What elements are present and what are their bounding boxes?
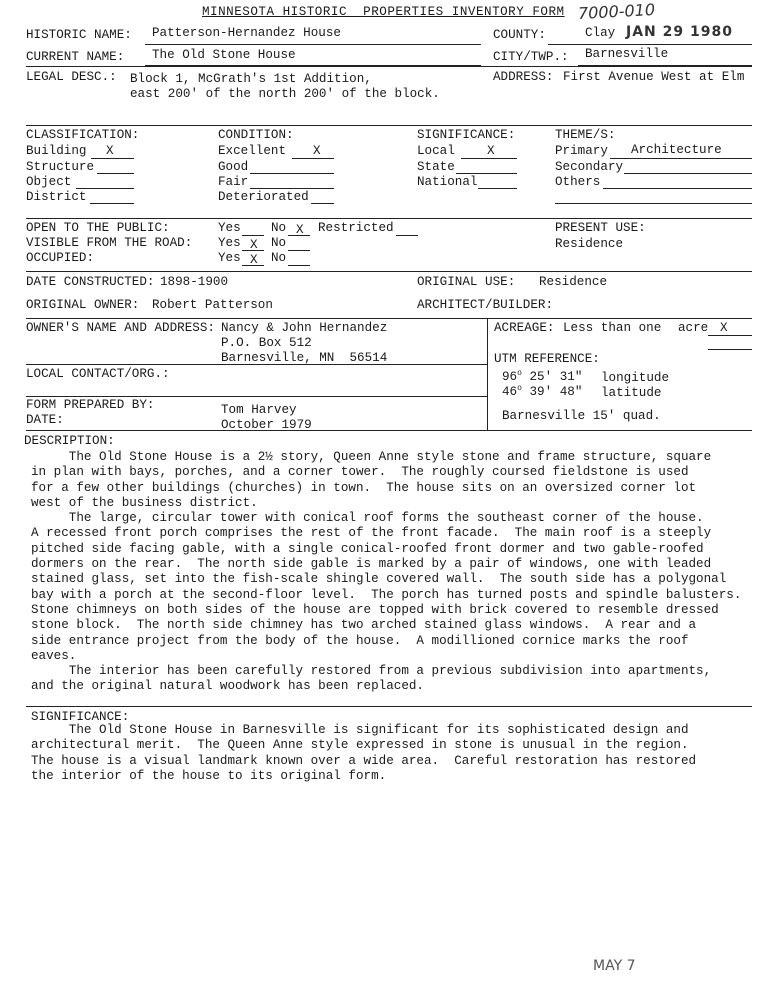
significance-level-label: SIGNIFICANCE:: [417, 128, 516, 142]
county-value: Clay: [585, 26, 616, 40]
class-building-mark: X: [106, 144, 114, 158]
open-yes-label: Yes: [218, 221, 241, 235]
date-constructed-value: 1898-1900: [160, 275, 229, 289]
visible-yes-label: Yes: [218, 236, 241, 250]
visible-yes-line: [242, 250, 264, 251]
original-owner-label: ORIGINAL OWNER:: [26, 298, 140, 312]
description-line: west of the business district.: [31, 495, 258, 510]
rule-access: [26, 218, 752, 219]
owner-box-divider: [487, 318, 488, 430]
occupied-yes-mark: X: [250, 253, 258, 267]
cond-good-line: [250, 173, 334, 174]
rule-construction: [26, 271, 752, 272]
rule-significance: [26, 706, 752, 707]
open-restricted-line: [396, 235, 418, 236]
class-object-label: Object: [26, 175, 72, 189]
class-structure-label: Structure: [26, 160, 95, 174]
theme-primary-line: [610, 158, 752, 159]
description-line: bay with a porch at the second-floor level. The porch has turned posts and spindle balusters.: [31, 587, 742, 602]
occupied-yes-label: Yes: [218, 251, 241, 265]
sig-national-line: [478, 188, 517, 189]
class-district-line: [90, 203, 134, 204]
description-line: pitched side facing gable, with a single conical-roofed front dormer and two gable-roofed: [31, 541, 704, 556]
utm-lat-deg: 46: [502, 385, 518, 399]
prepared-date-value: October 1979: [221, 418, 312, 432]
legal-desc-line-1: Block 1, McGrath's 1st Addition,: [130, 72, 372, 86]
owner-line-3: Barnesville, MN 56514: [221, 351, 388, 365]
theme-extra-line: [555, 203, 752, 204]
utm-lat-rest: 39' 48": [521, 385, 583, 399]
sig-local-mark: X: [487, 144, 495, 158]
condition-label: CONDITION:: [218, 128, 294, 142]
footer-date-stamp: MAY 7: [593, 958, 636, 974]
open-no-mark: X: [296, 223, 304, 237]
description-line: dormers on the rear. The north side gable is marked by a pair of windows, one with leaded: [31, 557, 712, 572]
county-line: [548, 44, 752, 45]
cond-fair-line: [250, 188, 334, 189]
occupied-label: OCCUPIED:: [26, 251, 95, 265]
handwritten-stamp-number: 7000-010: [577, 0, 656, 24]
visible-road-label: VISIBLE FROM THE ROAD:: [26, 236, 193, 250]
present-use-label: PRESENT USE:: [555, 221, 646, 235]
sig-local-line: [461, 158, 517, 159]
acreage-label: ACREAGE:: [494, 321, 555, 335]
description-line: stained glass, set into the fish-scale shingle covered wall. The south side has a polygonal: [31, 572, 727, 587]
utm-label: UTM REFERENCE:: [494, 352, 600, 366]
rule-description: [26, 430, 752, 431]
cond-good-label: Good: [218, 160, 249, 174]
address-label: ADDRESS:: [493, 70, 554, 84]
rule-classification: [26, 125, 752, 126]
description-label: DESCRIPTION:: [24, 434, 115, 448]
cond-excellent-mark: X: [313, 144, 321, 158]
theme-secondary-label: Secondary: [555, 160, 624, 174]
acreage-line: [708, 335, 752, 336]
class-district-label: District: [26, 190, 87, 204]
acreage-unit: acre: [678, 321, 709, 335]
original-owner-value: Robert Patterson: [152, 298, 273, 312]
significance-line: architectural merit. The Queen Anne style expressed in stone is unusual in the region.: [31, 738, 689, 753]
open-no-line: [288, 235, 310, 236]
theme-others-label: Others: [555, 175, 601, 189]
rule-owner: [26, 318, 752, 319]
historic-name-label: HISTORIC NAME:: [26, 28, 132, 42]
utm-latitude: 46$^o$ 39' 48": [502, 384, 583, 399]
city-label: CITY/TWP.:: [493, 50, 569, 64]
class-object-line: [76, 188, 134, 189]
utm-long-deg: 96: [502, 370, 518, 384]
cond-excellent-line: [292, 158, 334, 159]
present-use-value: Residence: [555, 237, 624, 251]
description-line: for a few other buildings (churches) in town. The house sits on an oversized corner lot: [31, 480, 697, 495]
original-use-value: Residence: [539, 275, 608, 289]
sig-national-label: National: [417, 175, 478, 189]
cond-deteriorated-label: Deteriorated: [218, 190, 309, 204]
description-line: stone block. The north side chimney has two arched stained glass windows. A rear and a: [31, 618, 697, 633]
prepared-date-label: DATE:: [26, 413, 64, 427]
legal-desc-line-2: east 200' of the north 200' of the block.: [130, 87, 440, 101]
significance-line: The house is a visual landmark known over a wide area. Careful restoration has restored: [31, 753, 697, 768]
owner-line-2: P.O. Box 512: [221, 336, 312, 350]
county-label: COUNTY:: [493, 28, 546, 42]
current-name-value: The Old Stone House: [152, 48, 296, 62]
city-value: Barnesville: [585, 47, 669, 61]
rule-prepared: [26, 396, 487, 397]
architect-label: ARCHITECT/BUILDER:: [417, 298, 554, 312]
acreage-value: Less than one: [563, 321, 662, 335]
significance-line: The Old Stone House in Barnesville is significant for its sophisticated design and: [31, 723, 689, 737]
description-line: eaves.: [31, 648, 77, 663]
class-building-line: [91, 158, 134, 159]
owner-line-1: Nancy & John Hernandez: [221, 321, 388, 335]
original-use-label: ORIGINAL USE:: [417, 275, 516, 289]
description-line: The large, circular tower with conical roof forms the southeast corner of the house.: [31, 511, 704, 526]
occupied-no-line: [288, 265, 310, 266]
description-line: side entrance project from the body of the house. A modillioned cornice marks the roof: [31, 633, 689, 648]
occupied-no-label: No: [271, 251, 287, 265]
theme-primary-value: Architecture: [631, 143, 722, 157]
description-line: The Old Stone House is a 2½ story, Queen Anne style stone and frame structure, square: [31, 450, 712, 464]
visible-no-label: No: [271, 236, 287, 250]
address-value: First Avenue West at Elm: [563, 70, 745, 84]
open-public-label: OPEN TO THE PUBLIC:: [26, 221, 170, 235]
open-yes-line: [242, 235, 264, 236]
cond-deteriorated-line: [311, 203, 334, 204]
description-line: and the original natural woodwork has been replaced.: [31, 679, 424, 694]
rule-header: [26, 66, 752, 67]
description-text: [31, 450, 741, 695]
sig-local-label: Local: [417, 144, 455, 158]
significance-text: [31, 723, 696, 784]
prepared-by-name: Tom Harvey: [221, 403, 297, 417]
local-contact-label: LOCAL CONTACT/ORG.:: [26, 367, 170, 381]
form-title: MINNESOTA HISTORIC PROPERTIES INVENTORY FORM: [202, 5, 565, 19]
description-line: A recessed front porch comprises the rest of the front facade. The main roof is a steeply: [31, 526, 712, 541]
sig-state-line: [456, 173, 517, 174]
date-constructed-label: DATE CONSTRUCTED:: [26, 275, 155, 289]
visible-yes-mark: X: [250, 238, 258, 252]
rule-contact: [26, 364, 487, 365]
legal-desc-label: LEGAL DESC.:: [26, 70, 117, 84]
cond-excellent-label: Excellent: [218, 144, 287, 158]
sig-state-label: State: [417, 160, 455, 174]
classification-label: CLASSIFICATION:: [26, 128, 140, 142]
prepared-by-label: FORM PREPARED BY:: [26, 398, 155, 412]
utm-long-rest: 25' 31": [521, 370, 583, 384]
historic-name-value: Patterson-Hernandez House: [152, 26, 341, 40]
utm-longitude-label: longitude: [601, 371, 670, 385]
utm-longitude: 96$^o$ 25' 31": [502, 369, 583, 384]
significance-line: the interior of the house to its original form.: [31, 768, 387, 783]
utm-latitude-label: latitude: [601, 386, 662, 400]
description-line: Stone chimneys on both sides of the house are topped with brick covered to resemble dressed: [31, 602, 719, 617]
significance-label: SIGNIFICANCE:: [31, 710, 130, 724]
theme-primary-label: Primary: [555, 144, 608, 158]
class-structure-line: [97, 173, 134, 174]
occupied-yes-line: [242, 265, 264, 266]
class-building-label: Building: [26, 144, 87, 158]
description-line: The interior has been carefully restored from a previous subdivision into apartments,: [31, 664, 712, 679]
historic-name-line: [145, 44, 481, 45]
acreage-line-2: [708, 349, 752, 350]
utm-quad: Barnesville 15' quad.: [502, 409, 661, 423]
visible-no-line: [288, 250, 310, 251]
received-date-stamp: JAN 29 1980: [626, 24, 733, 40]
acreage-mark: X: [720, 321, 728, 335]
open-no-label: No: [271, 221, 287, 235]
cond-fair-label: Fair: [218, 175, 249, 189]
current-name-label: CURRENT NAME:: [26, 50, 125, 64]
open-restricted-label: Restricted: [318, 221, 394, 235]
theme-others-line: [603, 188, 752, 189]
description-line: in plan with bays, porches, and a corner tower. The roughly coursed fieldstone is used: [31, 465, 689, 480]
owner-label: OWNER'S NAME AND ADDRESS:: [26, 321, 215, 335]
theme-secondary-line: [624, 173, 752, 174]
themes-label: THEME/S:: [555, 128, 616, 142]
